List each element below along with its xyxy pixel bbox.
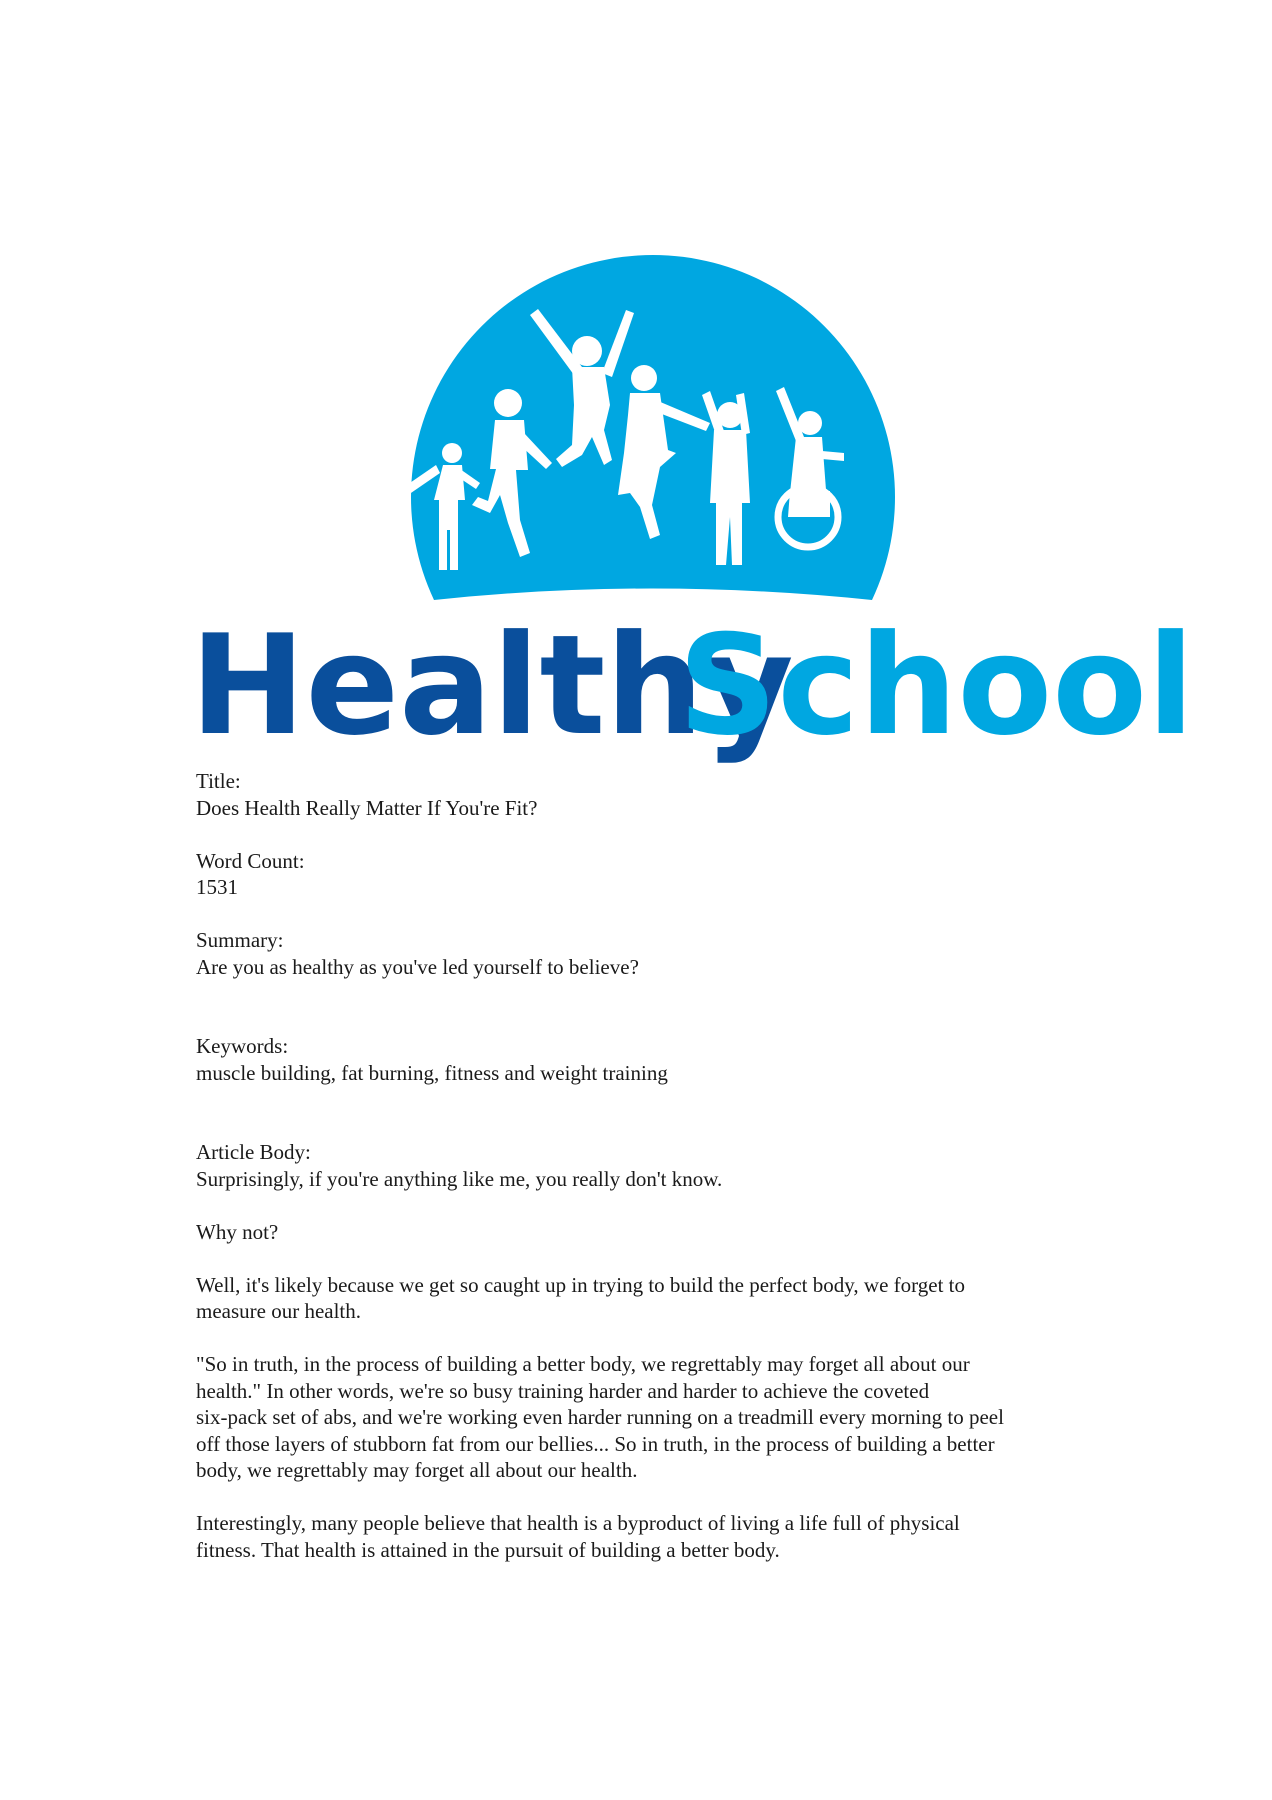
paragraph-4-line: six-pack set of abs, and we're working even harder running on a treadmill every morning to peel	[196, 1405, 1004, 1429]
logo-graphic	[190, 255, 1195, 775]
title-value: Does Health Really Matter If You're Fit?	[196, 795, 538, 820]
paragraph-1: Surprisingly, if you're anything like me, you really don't know.	[196, 1166, 723, 1191]
paragraph-3-line: measure our health.	[196, 1299, 362, 1323]
logo-word-school: School	[678, 605, 1195, 766]
wordcount-label: Word Count:	[196, 848, 305, 873]
paragraph-5-line: fitness. That health is attained in the pursuit of building a better body.	[196, 1537, 780, 1562]
paragraph-4-line: "So in truth, in the process of building a better body, we regrettably may forget all about our	[196, 1352, 970, 1376]
paragraph-4-line: off those layers of stubborn fat from our bellies... So in truth, in the process of building a better	[196, 1431, 995, 1456]
wordcount-value: 1531	[196, 875, 238, 899]
paragraph-3	[196, 1272, 1096, 1325]
paragraph-4	[196, 1351, 1096, 1484]
paragraph-2: Why not?	[196, 1219, 279, 1244]
keywords-label: Keywords:	[196, 1034, 289, 1058]
summary-label: Summary:	[196, 928, 284, 952]
title-label: Title:	[196, 769, 241, 793]
document-body	[196, 768, 1096, 1563]
article-body-label: Article Body:	[196, 1140, 311, 1164]
logo-word-healthy: Healthy	[190, 605, 794, 766]
paragraph-5-line: Interestingly, many people believe that health is a byproduct of living a life full of physical	[196, 1511, 960, 1535]
paragraph-4-line: health." In other words, we're so busy training harder and harder to achieve the coveted	[196, 1378, 930, 1403]
healthy-school-logo	[190, 255, 1195, 775]
paragraph-4-line: body, we regrettably may forget all about our health.	[196, 1458, 638, 1482]
paragraph-3-line: Well, it's likely because we get so caught up in trying to build the perfect body, we forget to	[196, 1272, 965, 1297]
summary-value: Are you as healthy as you've led yourself to believe?	[196, 954, 639, 979]
paragraph-5	[196, 1510, 1096, 1563]
keywords-value: muscle building, fat burning, fitness and weight training	[196, 1060, 668, 1085]
